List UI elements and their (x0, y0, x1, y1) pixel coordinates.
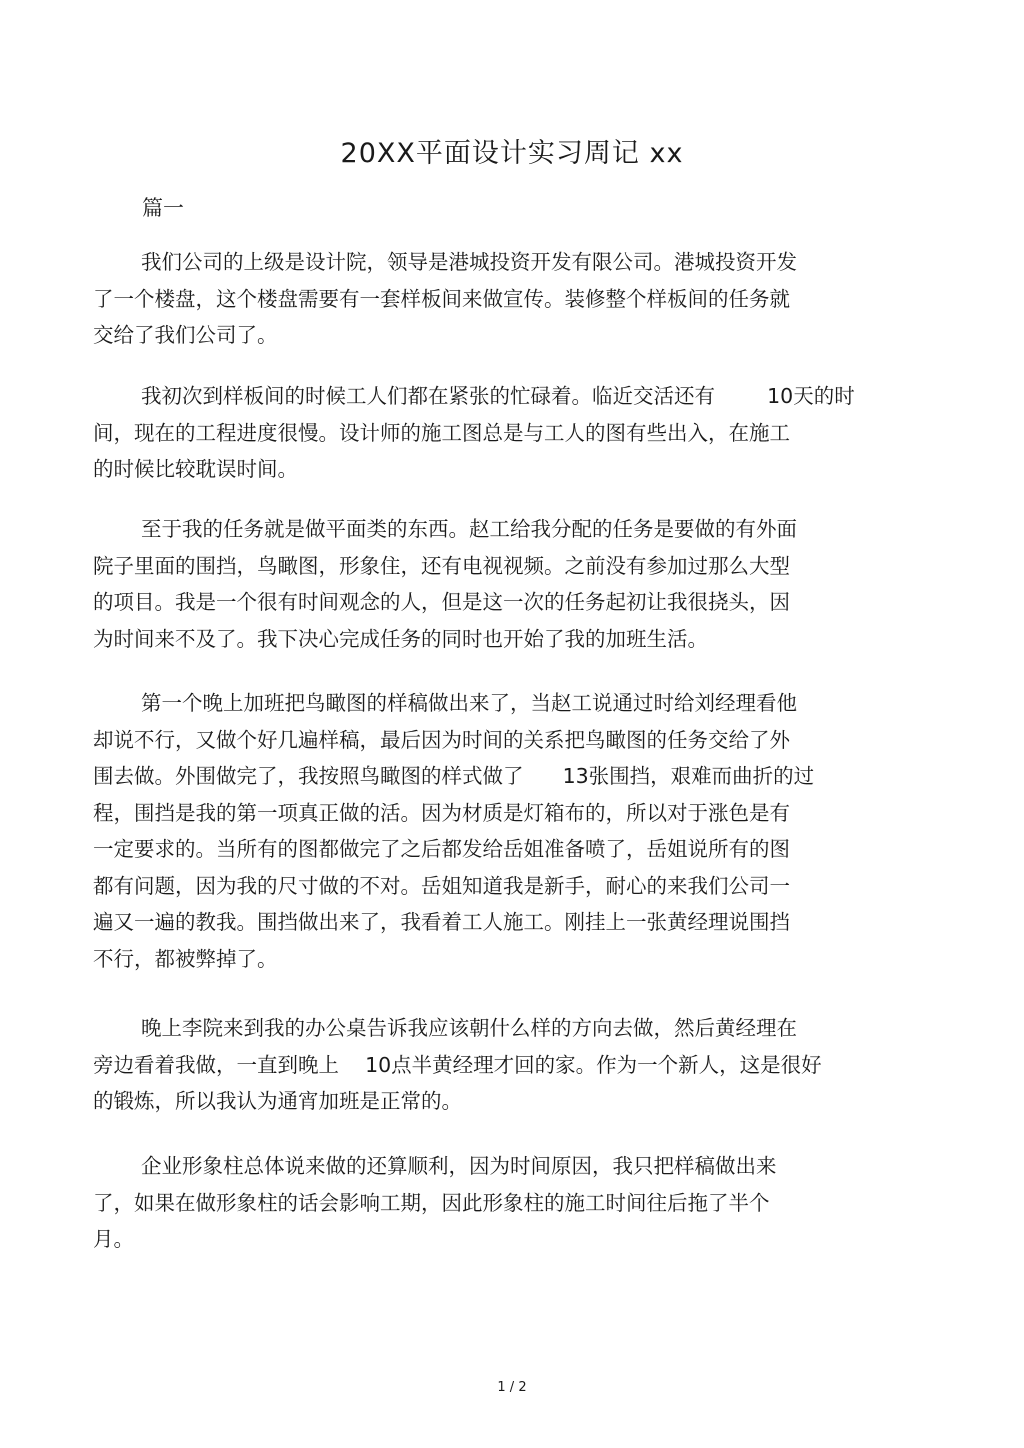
paragraph-line: 月。 (93, 1227, 134, 1251)
paragraph (93, 244, 933, 354)
paragraph (93, 685, 933, 977)
paragraph (93, 378, 933, 488)
page-number: 1 / 2 (497, 1380, 527, 1395)
section-label: 篇一 (142, 196, 184, 220)
document-title: 20XX平面设计实习周记 xx (340, 138, 684, 169)
paragraph-line: 至于我的任务就是做平面类的东西。赵工给我分配的任务是要做的有外面 (141, 517, 797, 541)
paragraph-line: 交给了我们公司了。 (93, 323, 278, 347)
paragraph-line: 不行，都被弊掉了。 (93, 946, 278, 971)
paragraph-line: 我初次到样板间的时候工人们都在紧张的忙碌着。临近交活还有 10天的时 (141, 384, 855, 408)
paragraph-line: 旁边看着我做，一直到晚上 10点半黄经理才回的家。作为一个新人，这是很好 (93, 1052, 822, 1077)
paragraph-line: 程，围挡是我的第一项真正做的活。因为材质是灯箱布的，所以对于涨色是有 (93, 800, 790, 825)
paragraph-line: 的项目。我是一个很有时间观念的人，但是这一次的任务起初让我很挠头，因 (93, 590, 790, 614)
paragraph-line: 晚上李院来到我的办公桌告诉我应该朝什么样的方向去做，然后黄经理在 (141, 1016, 797, 1040)
paragraph-line: 遍又一遍的教我。围挡做出来了，我看着工人施工。刚挂上一张黄经理说围挡 (93, 910, 790, 934)
paragraph-line: 都有问题，因为我的尺寸做的不对。岳姐知道我是新手，耐心的来我们公司一 (93, 873, 790, 898)
paragraph (93, 1010, 933, 1120)
paragraph-line: 院子里面的围挡，鸟瞰图，形象住，还有电视视频。之前没有参加过那么大型 (93, 553, 790, 578)
paragraph-line: 围去做。外围做完了，我按照鸟瞰图的样式做了 13张围挡，艰难而曲折的过 (93, 764, 815, 788)
paragraph-line: 一定要求的。当所有的图都做完了之后都发给岳姐准备喷了，岳姐说所有的图 (93, 837, 790, 861)
paragraph-line: 却说不行，又做个好几遍样稿，最后因为时间的关系把鸟瞰图的任务交给了外 (93, 727, 790, 752)
paragraph-line: 第一个晚上加班把鸟瞰图的样稿做出来了，当赵工说通过时给刘经理看他 (141, 691, 797, 715)
paragraph-line: 了，如果在做形象柱的话会影响工期，因此形象柱的施工时间往后拖了半个 (93, 1190, 770, 1215)
paragraph (93, 511, 933, 657)
paragraph (93, 1148, 933, 1258)
paragraph-line: 的锻炼，所以我认为通宵加班是正常的。 (93, 1089, 462, 1113)
paragraph-line: 为时间来不及了。我下决心完成任务的同时也开始了我的加班生活。 (93, 626, 708, 651)
paragraph-line: 了一个楼盘，这个楼盘需要有一套样板间来做宣传。装修整个样板间的任务就 (93, 286, 790, 311)
paragraph-line: 企业形象柱总体说来做的还算顺利，因为时间原因，我只把样稿做出来 (141, 1154, 777, 1178)
paragraph-line: 间，现在的工程进度很慢。设计师的施工图总是与工人的图有些出入，在施工 (93, 420, 790, 445)
paragraph-line: 的时候比较耽误时间。 (93, 457, 298, 481)
paragraph-line: 我们公司的上级是设计院，领导是港城投资开发有限公司。港城投资开发 (141, 250, 797, 274)
